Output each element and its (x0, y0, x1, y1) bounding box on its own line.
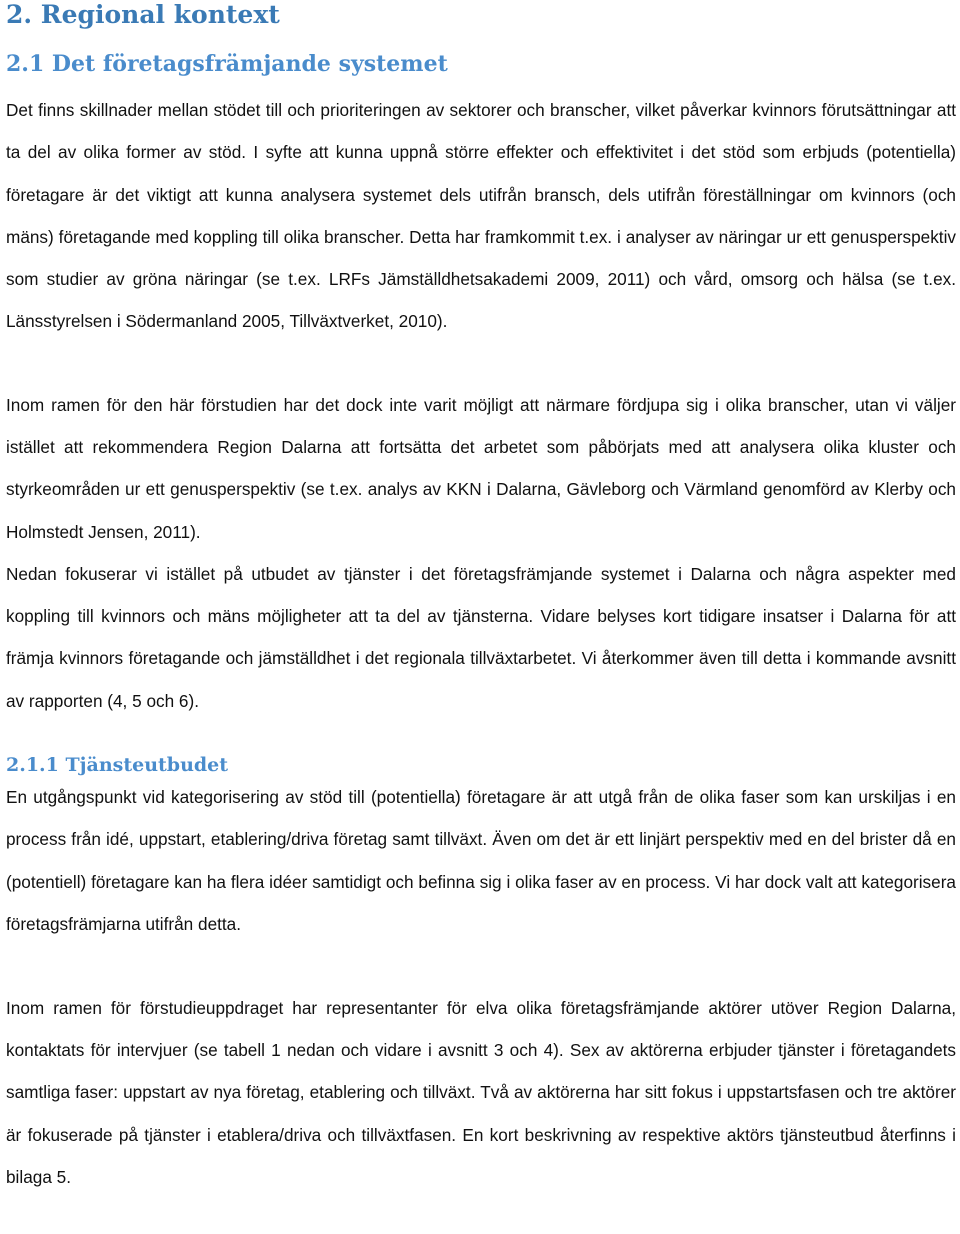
paragraph-3: Nedan fokuserar vi istället på utbudet av tjänster i det företagsfrämjande systemet i Dalarna och några aspekter med koppling till kvinnors och mäns möjligheter att ta del av tjänsterna. Vidare belyses kort tidigare insatser i Dalarna för att främja kvinnors företagande och jämställdhet i det regionala tillväxtarbetet. Vi återkommer även till detta i kommande avsnitt av rapporten (4, 5 och 6). (6, 564, 956, 711)
paragraph-5: Inom ramen för förstudieuppdraget har representanter för elva olika företagsfrämjande aktörer utöver Region Dalarna, kontaktats för intervjuer (se tabell 1 nedan och vidare i avsnitt 3 och 4). Sex av aktörerna erbjuder tjänster i företagandets samtliga faser: uppstart av nya företag, etablering och tillväxt. Två av aktörerna har sitt fokus i uppstartsfasen och tre aktörer är fokuserade på tjänster i etablera/driva och tillväxtfasen. En kort beskrivning av respektive aktörs tjänsteutbud återfinns i bilaga 5. (6, 998, 956, 1187)
paragraph-1: Det finns skillnader mellan stödet till och prioriteringen av sektorer och branscher, vilket påverkar kvinnors förutsättningar att ta del av olika former av stöd. I syfte att kunna uppnå större effekter och effektivitet i det stöd som erbjuds (potentiella) företagare är det viktigt att kunna analysera systemet dels utifrån bransch, dels utifrån föreställningar om kvinnors (och mäns) företagande med koppling till olika branscher. Detta har framkommit t.ex. i analyser av näringar ur ett genusperspektiv som studier av gröna näringar (se t.ex. LRFs Jämställdhetsakademi 2009, 2011) och vård, omsorg och hälsa (se t.ex. Länsstyrelsen i Södermanland 2005, Tillväxtverket, 2010). (6, 100, 956, 332)
section-heading: 2. Regional kontext (6, 0, 280, 29)
subsection-heading: 2.1 Det företagsfrämjande systemet (6, 51, 448, 77)
paragraph-4: En utgångspunkt vid kategorisering av stöd till (potentiella) företagare är att utgå från de olika faser som kan urskiljas i en process från idé, uppstart, etablering/driva företag samt tillväxt. Även om det är ett linjärt perspektiv med en del brister då en (potentiell) företagare kan ha flera idéer samtidigt och befinna sig i olika faser av en process. Vi har dock valt att kategorisera företagsfrämjarna utifrån detta. (6, 787, 956, 934)
subsubsection-heading: 2.1.1 Tjänsteutbudet (6, 754, 229, 776)
paragraph-2: Inom ramen för den här förstudien har det dock inte varit möjligt att närmare fördjupa sig i olika branscher, utan vi väljer istället att rekommendera Region Dalarna att fortsätta det arbetet som påbörjats med att analysera olika kluster och styrkeområden ur ett genusperspektiv (se t.ex. analys av KKN i Dalarna, Gävleborg och Värmland genomförd av Klerby och Holmstedt Jensen, 2011). (6, 395, 956, 542)
